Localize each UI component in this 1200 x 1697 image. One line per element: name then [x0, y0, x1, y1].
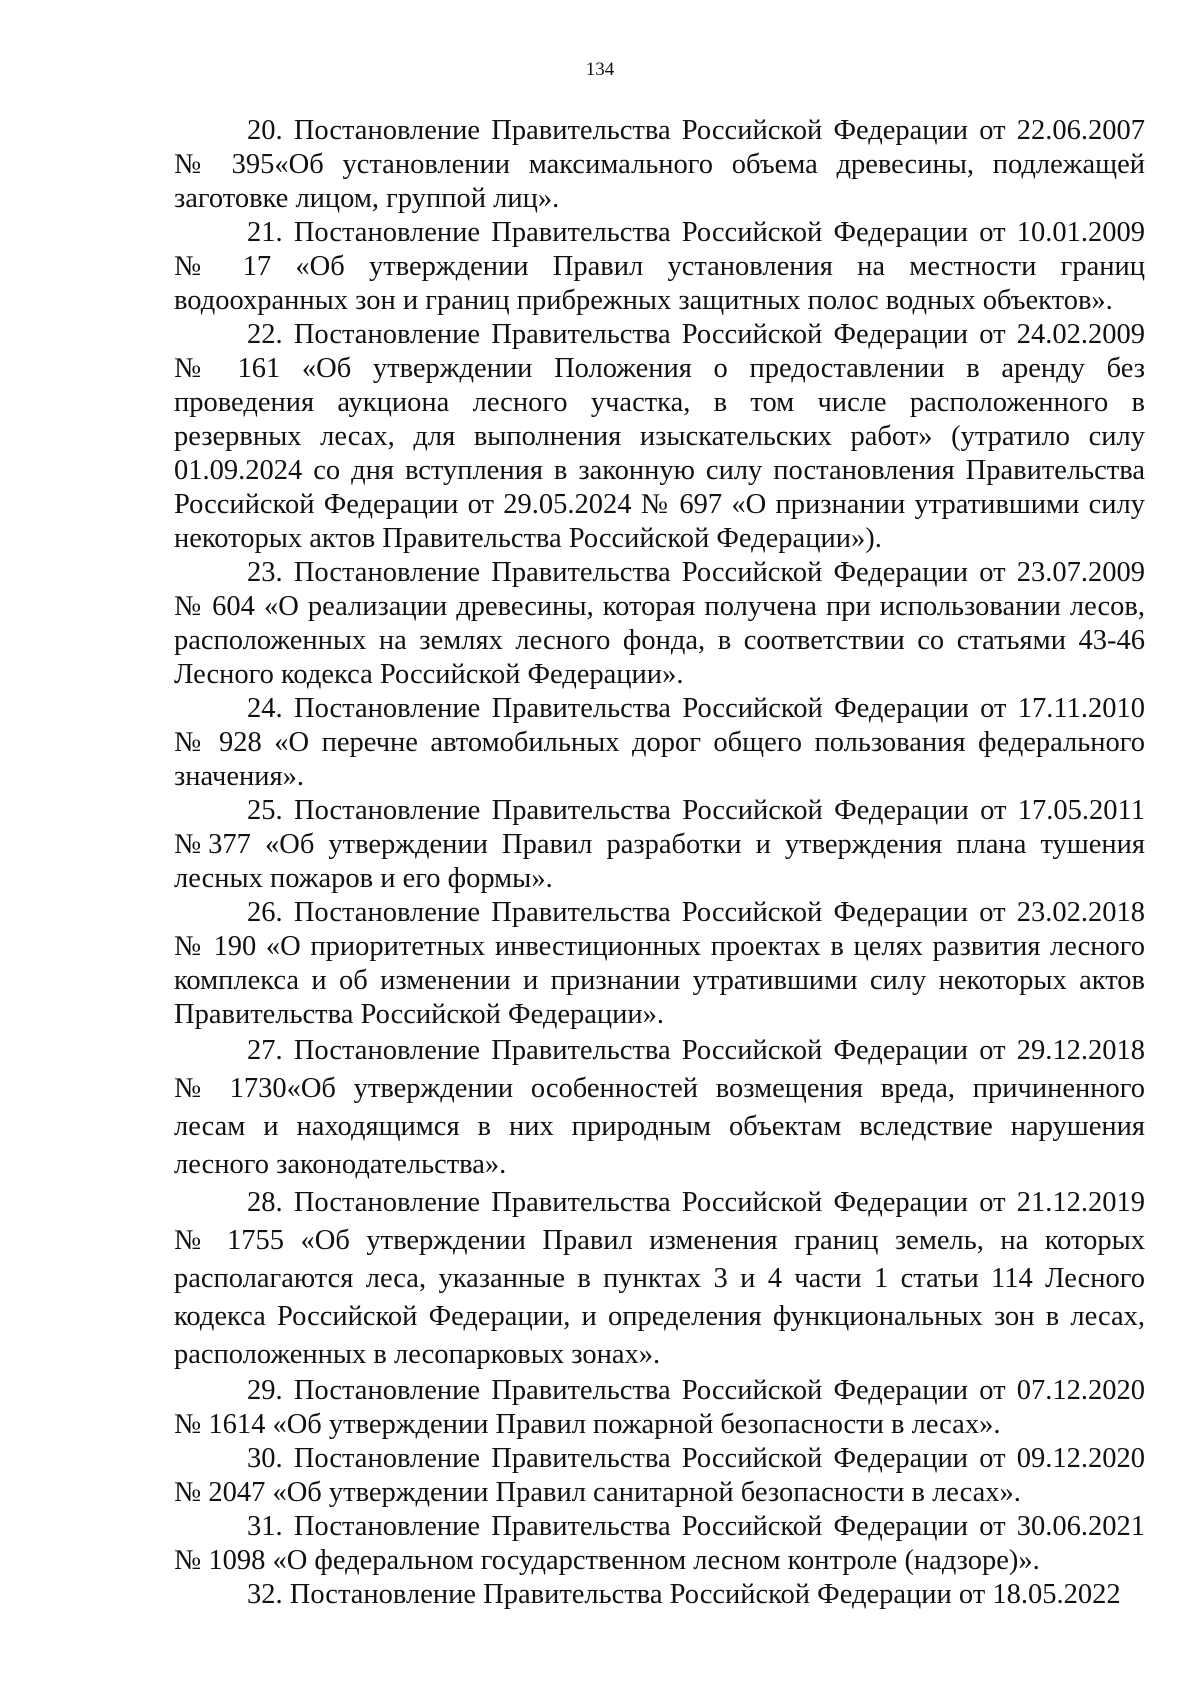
- list-item-24: 24. Постановление Правительства Российской Федерации от 17.11.2010 № 928 «О перечне автомобильных дорог общего пользования федерального значения».: [174, 693, 1145, 792]
- document-body: [174, 114, 1145, 1612]
- page-number: 134: [585, 59, 615, 80]
- list-item-21: 21. Постановление Правительства Российской Федерации от 10.01.2009 № 17 «Об утверждении Правил установления на местности границ водоохранных зон и границ прибрежных защитных полос водных объектов».: [174, 217, 1145, 316]
- list-item-25: 25. Постановление Правительства Российской Федерации от 17.05.2011 №377 «Об утверждении Правил разработки и утверждения плана тушения лесных пожаров и его формы».: [174, 795, 1145, 894]
- list-item-31: 31. Постановление Правительства Российской Федерации от 30.06.2021 № 1098 «О федеральном государственном лесном контроле (надзоре)».: [174, 1511, 1145, 1576]
- list-item-23: 23. Постановление Правительства Российской Федерации от 23.07.2009 № 604 «О реализации древесины, которая получена при использовании лесов, расположенных на землях лесного фонда, в соответствии со статьями 43-46 Лесного кодекса Российской Федерации».: [174, 557, 1145, 690]
- list-item-26: 26. Постановление Правительства Российской Федерации от 23.02.2018 № 190 «О приоритетных инвестиционных проектах в целях развития лесного комплекса и об изменении и признании утратившими силу некоторых актов Правительства Российской Федерации».: [174, 897, 1145, 1030]
- list-item-30: 30. Постановление Правительства Российской Федерации от 09.12.2020 № 2047 «Об утверждении Правил санитарной безопасности в лесах».: [174, 1443, 1145, 1508]
- list-item-22: 22. Постановление Правительства Российской Федерации от 24.02.2009 № 161 «Об утверждении Положения о предоставлении в аренду без проведения аукциона лесного участка, в том числе расположенного в резервных лесах, для выполнения изыскательских работ» (утратило силу 01.09.2024 со дня вступления в законную силу постановления Правительства Российской Федерации от 29.05.2024 № 697 «О признании утратившими силу некоторых актов Правительства Российской Федерации»).: [174, 319, 1145, 554]
- list-item-28: 28. Постановление Правительства Российской Федерации от 21.12.2019 № 1755 «Об утверждении Правил изменения границ земель, на которых располагаются леса, указанные в пунктах 3 и 4 части 1 статьи 114 Лесного кодекса Российской Федерации, и определения функциональных зон в лесах, расположенных в лесопарковых зонах».: [174, 1187, 1145, 1370]
- list-item-29: 29. Постановление Правительства Российской Федерации от 07.12.2020 № 1614 «Об утверждении Правил пожарной безопасности в лесах».: [174, 1375, 1145, 1440]
- list-item-32: 32. Постановление Правительства Российской Федерации от 18.05.2022: [247, 1579, 1121, 1610]
- list-item-20: 20. Постановление Правительства Российской Федерации от 22.06.2007 № 395«Об установлении максимального объема древесины, подлежащей заготовке лицом, группой лиц».: [174, 115, 1145, 214]
- list-item-27: 27. Постановление Правительства Российской Федерации от 29.12.2018 № 1730«Об утверждении особенностей возмещения вреда, причиненного лесам и находящимся в них природным объектам вследствие нарушения лесного законодательства».: [174, 1035, 1145, 1180]
